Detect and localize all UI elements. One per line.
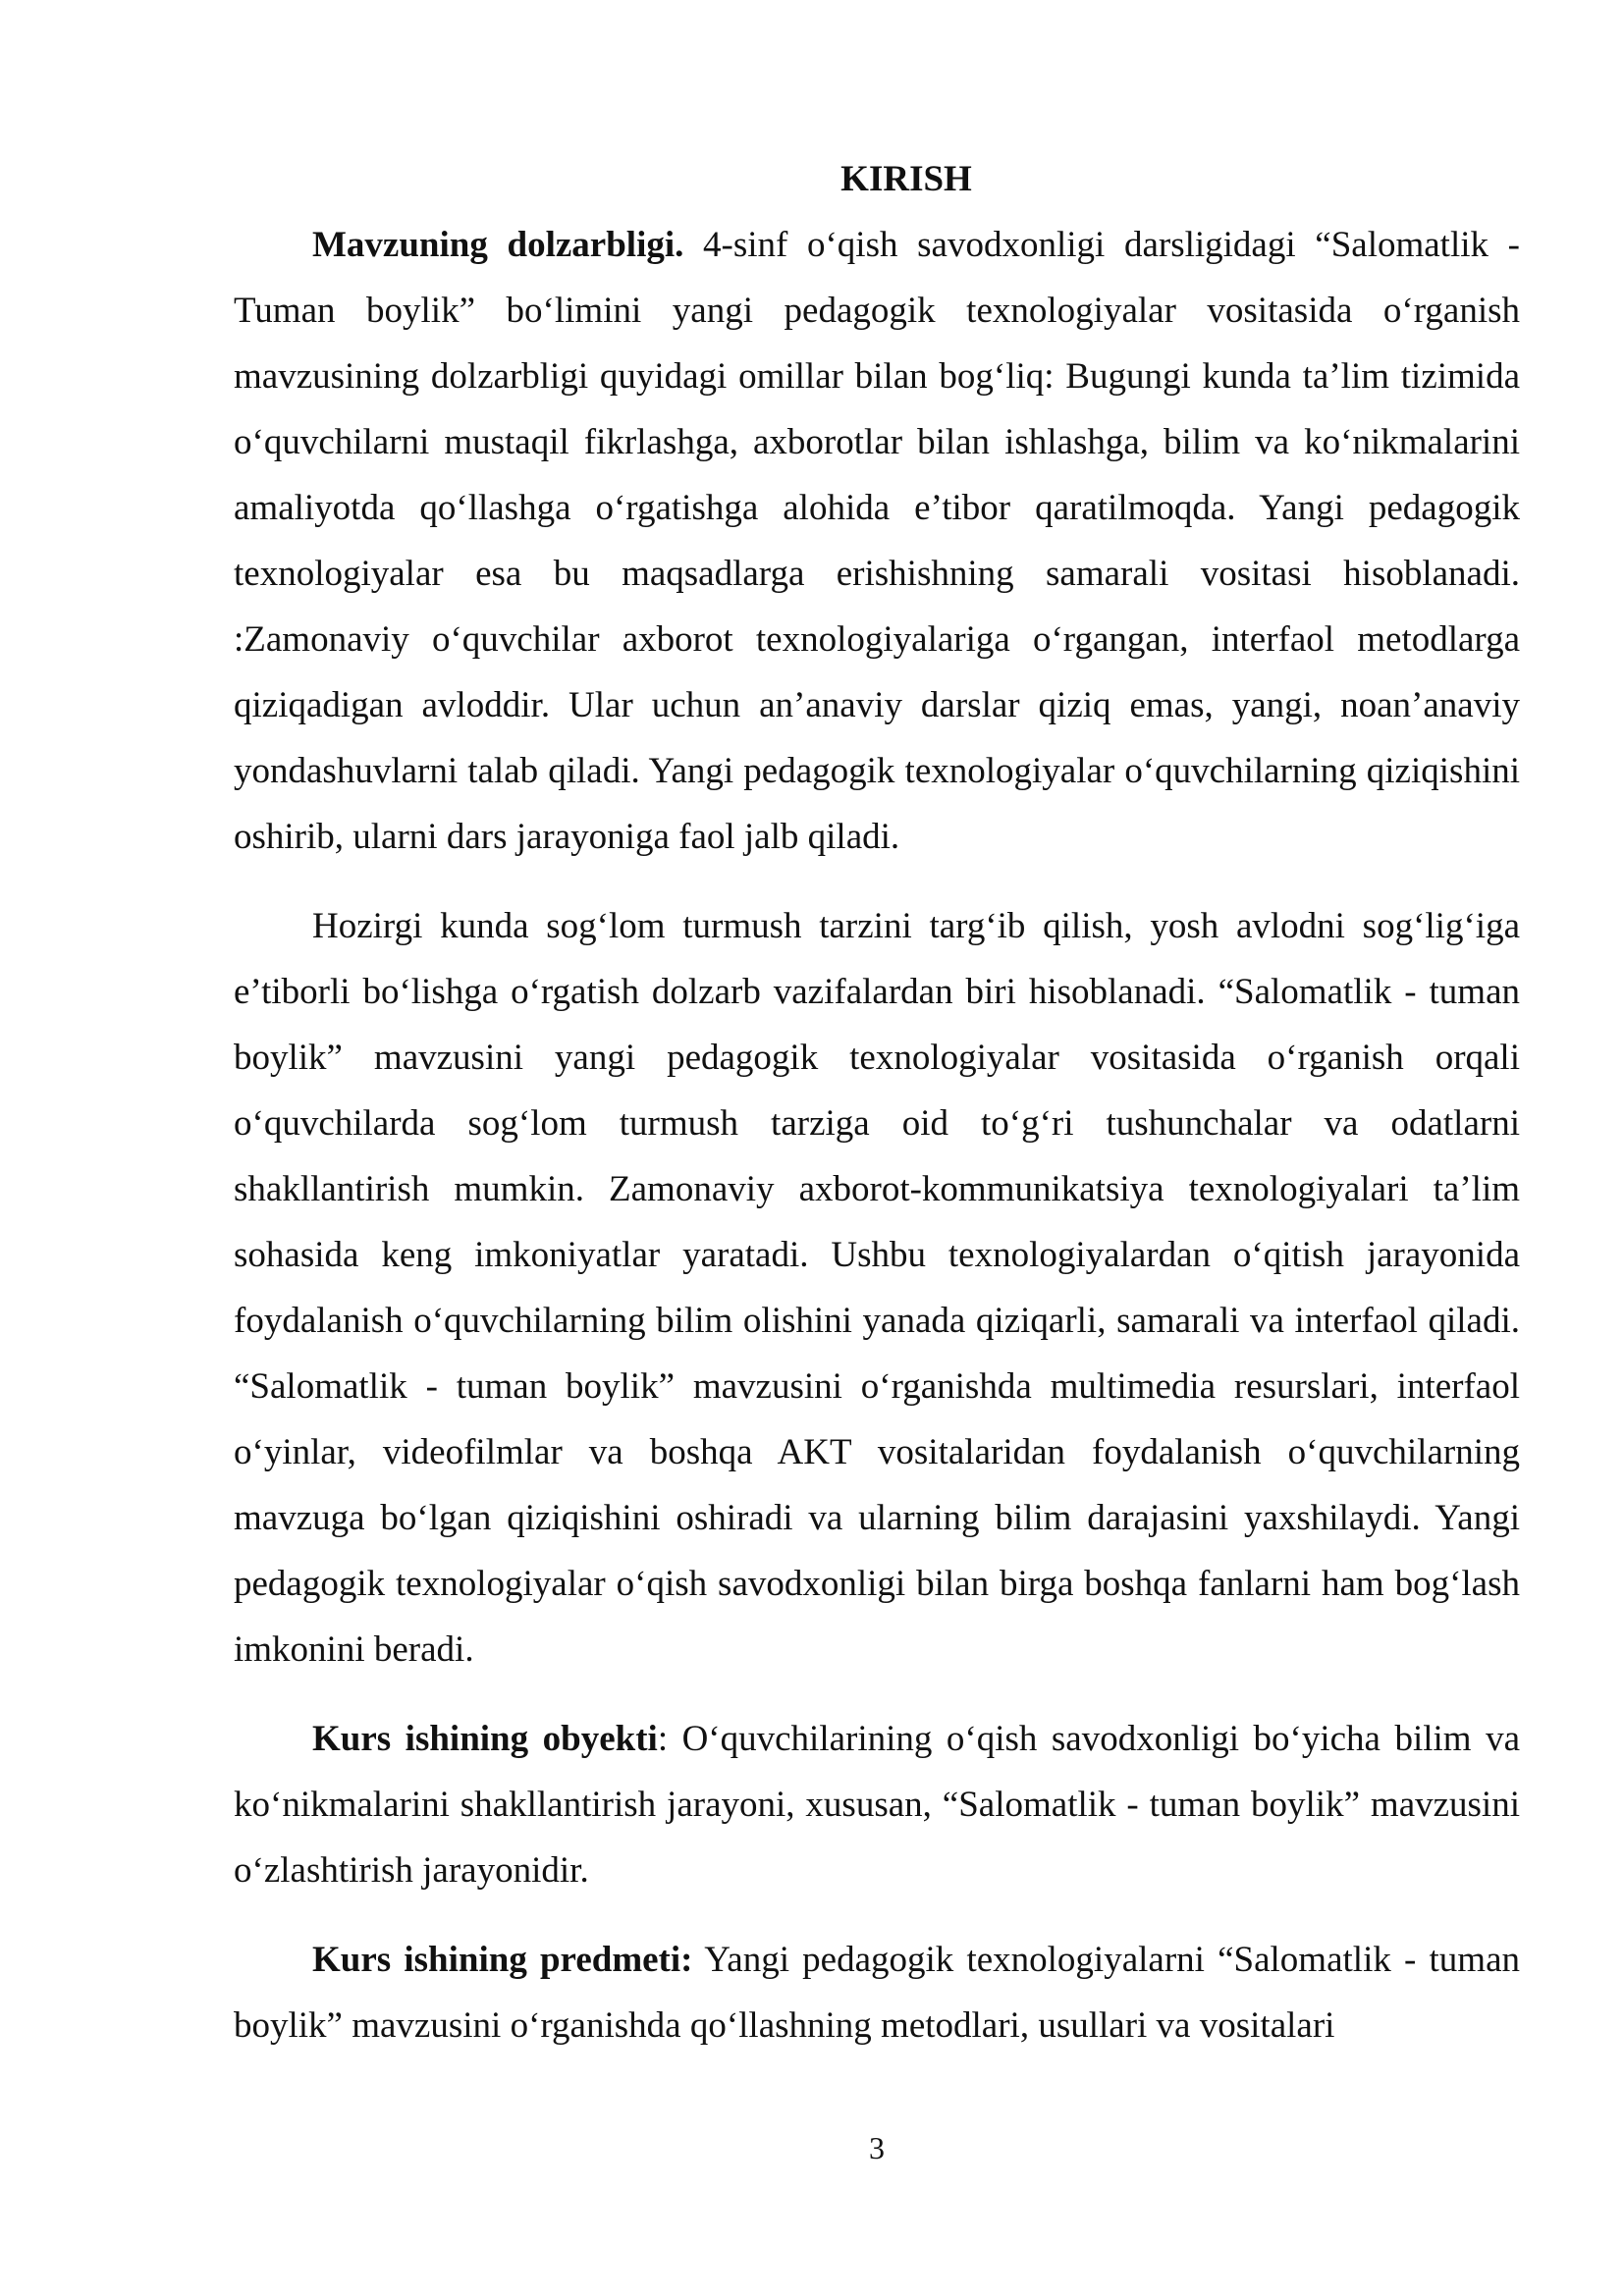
paragraph-relevance xyxy=(234,212,1520,870)
paragraph-healthy-lifestyle xyxy=(234,893,1520,1682)
subject-text: Yangi pedagogik texnologiyalarni “Salomatlik - tuman boylik” mavzusini o‘rganishda qo‘llashning metodlari, usullari va vositalari xyxy=(234,1940,1520,2046)
object-text: : O‘quvchilarining o‘qish savodxonligi bo‘yicha bilim va ko‘nikmalarini shakllantirish jarayoni, xususan, “Salomatlik - tuman boylik” mavzusini o‘zlashtirish jarayonidir. xyxy=(234,1719,1520,1891)
relevance-label: Mavzuning dolzarbligi. xyxy=(312,225,684,265)
object-label: Kurs ishining obyekti xyxy=(312,1719,658,1759)
subject-label: Kurs ishining predmeti: xyxy=(312,1940,693,1980)
document-page xyxy=(234,147,1520,2058)
page-number: 3 xyxy=(869,2130,885,2165)
relevance-text: 4-sinf o‘qish savodxonligi darsligidagi “Salomatlik - Tuman boylik” bo‘limini yangi pedagogik texnologiyalar vositasida o‘rganish mavzusining dolzarbligi quyidagi omillar bilan bog‘liq: Bugungi kunda ta’lim tizimida o‘quvchilarni mustaqil fikrlashga, axborotlar bilan ishlashga, bilim va ko‘nikmalarini amaliyotda qo‘llashga o‘rgatishga alohida e’tibor qaratilmoqda. Yangi pedagogik texnologiyalar esa bu maqsadlarga erishishning samarali vositasi hisoblanadi. :Zamonaviy o‘quvchilar axborot texnologiyalariga o‘rgangan, interfaol metodlarga qiziqadigan avloddir. Ular uchun an’anaviy darslar qiziq emas, yangi, noan’anaviy yondashuvlarni talab qiladi. Yangi pedagogik texnologiyalar o‘quvchilarning qiziqishini oshirib, ularni dars jarayoniga faol jalb qiladi. xyxy=(234,225,1520,857)
paragraph-object xyxy=(234,1706,1520,1903)
healthy-lifestyle-text: Hozirgi kunda sog‘lom turmush tarzini targ‘ib qilish, yosh avlodni sog‘lig‘iga e’tiborli bo‘lishga o‘rgatish dolzarb vazifalardan biri hisoblanadi. “Salomatlik - tuman boylik” mavzusini yangi pedagogik texnologiyalar vositasida o‘rganish orqali o‘quvchilarda sog‘lom turmush tarziga oid to‘g‘ri tushunchalar va odatlarni shakllantirish mumkin. Zamonaviy axborot-kommunikatsiya texnologiyalari ta’lim sohasida keng imkoniyatlar yaratadi. Ushbu texnologiyalardan o‘qitish jarayonida foydalanish o‘quvchilarning bilim olishini yanada qiziqarli, samarali va interfaol qiladi. “Salomatlik - tuman boylik” mavzusini o‘rganishda multimedia resurslari, interfaol o‘yinlar, videofilmlar va boshqa AKT vositalaridan foydalanish o‘quvchilarning mavzuga bo‘lgan qiziqishini oshiradi va ularning bilim darajasini yaxshilaydi. Yangi pedagogik texnologiyalar o‘qish savodxonligi bilan birga boshqa fanlarni ham bog‘lash imkonini beradi. xyxy=(234,906,1520,1670)
page-title: KIRISH xyxy=(840,159,972,199)
paragraph-subject xyxy=(234,1927,1520,2058)
